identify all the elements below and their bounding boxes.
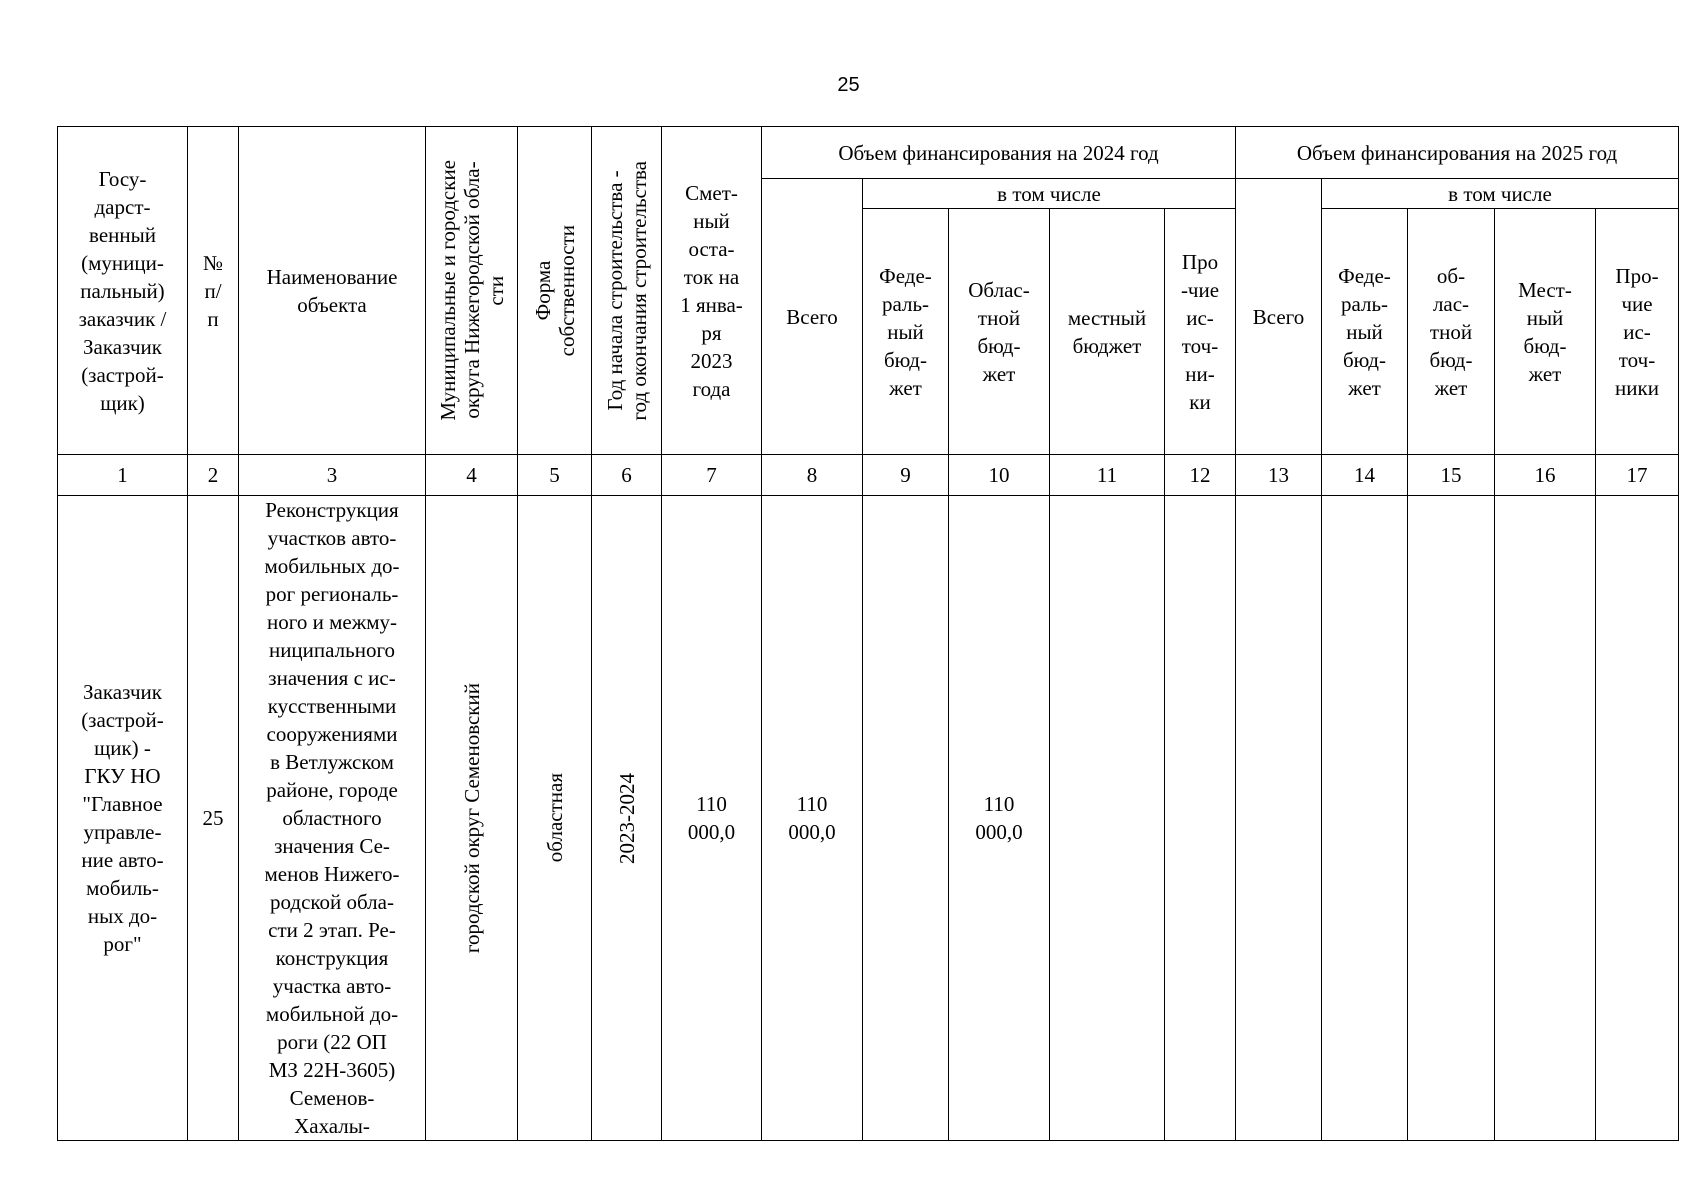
cell-municipality-cell [426, 496, 518, 1141]
column-number: 13 [1236, 455, 1322, 496]
page-number: 25 [837, 74, 860, 96]
header-ownership-cell [518, 127, 592, 455]
cell-total-2025 [1236, 496, 1322, 1141]
column-number: 7 [662, 455, 762, 496]
cell-municipality: городской округ Семеновский [459, 682, 484, 954]
header-other-2025: Про- чие ис- точ- ники [1596, 209, 1679, 455]
cell-other-2024 [1165, 496, 1236, 1141]
cell-num: 25 [188, 496, 239, 1141]
column-number: 4 [426, 455, 518, 496]
header-balance: Смет- ный оста- ток на 1 янва- ря 2023 года [662, 127, 762, 455]
column-number: 16 [1495, 455, 1596, 496]
cell-other-2025 [1596, 496, 1679, 1141]
cell-customer: Заказчик (застрой- щик) - ГКУ НО "Главное управле- ние авто- мобиль- ных до- рог" [58, 496, 188, 1141]
column-number: 11 [1050, 455, 1165, 496]
header-total-2024: Всего [762, 179, 863, 455]
cell-balance: 110 000,0 [662, 496, 762, 1141]
column-number: 14 [1322, 455, 1408, 496]
column-number: 5 [518, 455, 592, 496]
column-number: 15 [1408, 455, 1495, 496]
column-number: 3 [239, 455, 426, 496]
header-including-2025: в том числе [1322, 179, 1679, 209]
header-other-2024: Про -чие ис- точ- ни- ки [1165, 209, 1236, 455]
column-number: 1 [58, 455, 188, 496]
header-customer: Госу- дарст- венный (муници- пальный) заказчик / Заказчик (застрой- щик) [58, 127, 188, 455]
header-group-2024: Объем финансирования на 2024 год [762, 127, 1236, 179]
cell-federal-2024 [863, 496, 949, 1141]
table-row [58, 496, 1679, 1141]
header-federal-2024: Феде- раль- ный бюд- жет [863, 209, 949, 455]
column-number: 17 [1596, 455, 1679, 496]
cell-local-2025 [1495, 496, 1596, 1141]
header-municipality-cell [426, 127, 518, 455]
financing-table [57, 126, 1679, 1141]
column-number: 12 [1165, 455, 1236, 496]
cell-local-2024 [1050, 496, 1165, 1141]
header-ownership: Форма собственности [530, 224, 579, 357]
header-object-name: Наименование объекта [239, 127, 426, 455]
header-regional-2025: об- лас- тной бюд- жет [1408, 209, 1495, 455]
cell-ownership-cell [518, 496, 592, 1141]
header-federal-2025: Феде- раль- ный бюд- жет [1322, 209, 1408, 455]
cell-ownership: областная [542, 773, 567, 863]
header-years: Год начала строительства - год окончания строительства [602, 160, 651, 421]
column-number: 10 [949, 455, 1050, 496]
header-total-2025: Всего [1236, 179, 1322, 455]
header-local-2024: местный бюджет [1050, 209, 1165, 455]
cell-object-name: Реконструкция участков авто- мобильных до- рог региональ- ного и межму- ниципального значения с ис- кусственными сооружениями в Ветлужском районе, городе областного значения Се- менов Нижего- родской обла- сти 2 этап. Ре- конструкция участка авто- мобильной до- роги (22 ОП МЗ 22Н-3605) Семенов- Хахалы- [239, 496, 426, 1141]
header-local-2025: Мест- ный бюд- жет [1495, 209, 1596, 455]
column-number: 6 [592, 455, 662, 496]
header-including-2024: в том числе [863, 179, 1236, 209]
cell-years-cell [592, 496, 662, 1141]
header-num: № п/ п [188, 127, 239, 455]
cell-regional-2025 [1408, 496, 1495, 1141]
header-years-cell [592, 127, 662, 455]
cell-federal-2025 [1322, 496, 1408, 1141]
header-municipality: Муниципальные и городские округа Нижегородской обла- сти [435, 160, 508, 421]
cell-regional-2024: 110 000,0 [949, 496, 1050, 1141]
header-regional-2024: Облас- тной бюд- жет [949, 209, 1050, 455]
cell-years: 2023-2024 [614, 772, 639, 864]
column-number: 2 [188, 455, 239, 496]
cell-total-2024: 110 000,0 [762, 496, 863, 1141]
column-number: 8 [762, 455, 863, 496]
header-group-2025: Объем финансирования на 2025 год [1236, 127, 1679, 179]
column-number-row [58, 455, 1679, 496]
column-number: 9 [863, 455, 949, 496]
